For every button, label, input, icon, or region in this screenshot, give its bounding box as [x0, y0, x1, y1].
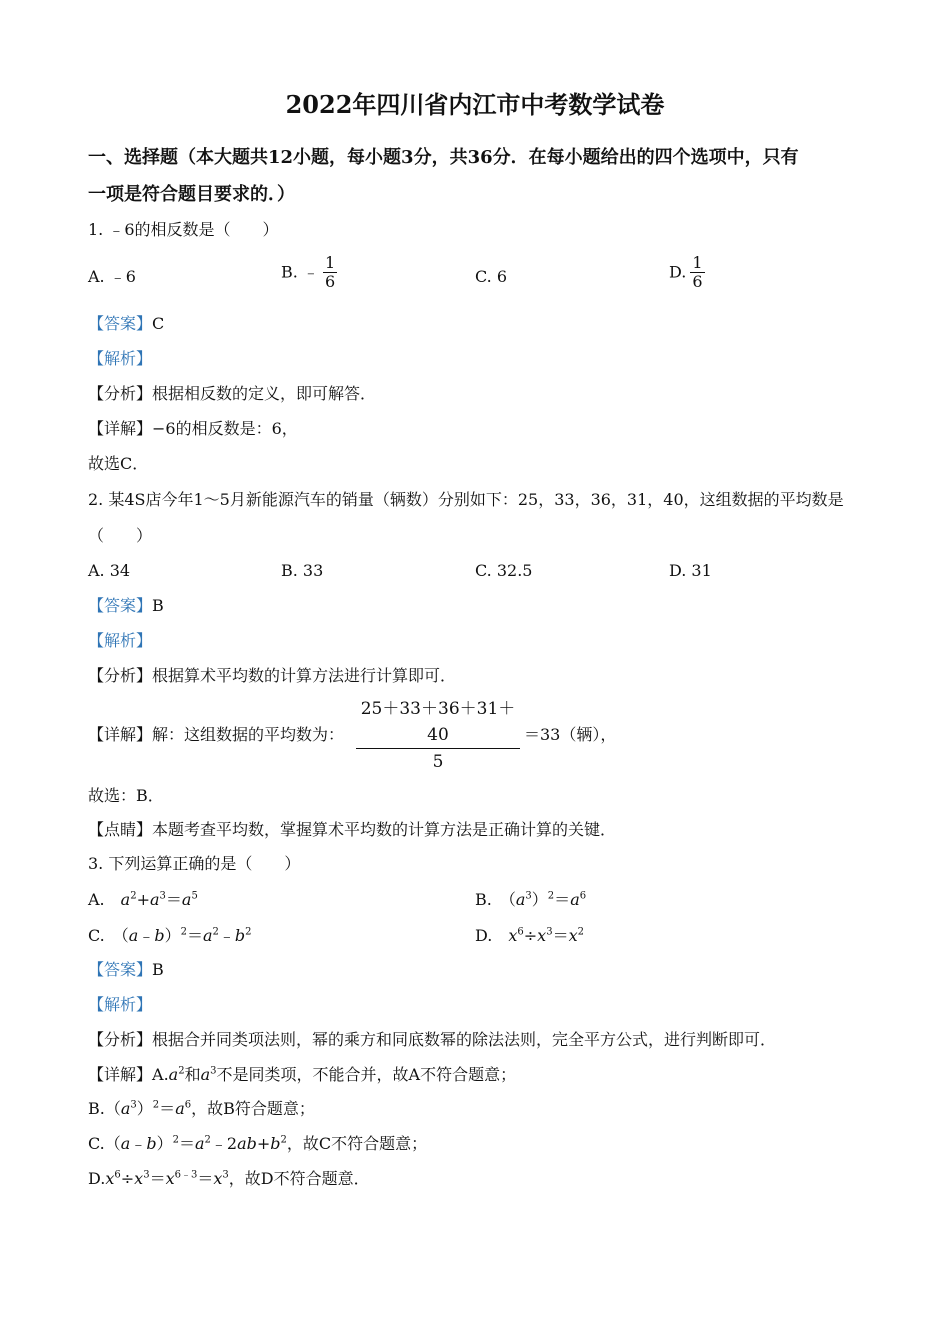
comment-text: 本题考查平均数，掌握算术平均数的计算方法是正确计算的关键．	[152, 820, 617, 839]
answer-label: 【答案】	[88, 596, 153, 615]
detail-label: 【详解】	[88, 419, 153, 438]
q3-detail-d: $D.x^6\div x^3=x^{6﹣3}=x^3$，故D不符合题意．	[88, 1169, 370, 1188]
q2-answer	[88, 595, 164, 617]
q3-option-b: B. $(a^3)^2=a^6$	[475, 890, 587, 909]
q1-option-b	[281, 254, 337, 291]
q2-detail	[88, 724, 344, 746]
q3-detail-b: $B.(a^3)^2=a^6$，故B符合题意；	[88, 1099, 315, 1118]
q3-option-d: D. $x^6\div x^3=x^2$	[475, 926, 584, 945]
q2-analysis-label: 【解析】	[88, 631, 153, 650]
fenxi-label: 【分析】	[88, 1030, 153, 1049]
q2-stem-paren: （ ）	[88, 526, 153, 545]
q3-detail-c: $C.(a﹣b)^2=a^2﹣2ab+b^2$，故C不符合题意；	[88, 1134, 428, 1153]
detail-label: 【详解】	[88, 725, 153, 744]
q1-conclusion: 故选C．	[88, 454, 149, 473]
q2-option-a: A. 34	[88, 561, 131, 580]
fraction-numerator: 1	[692, 253, 703, 272]
fraction-denominator: 6	[324, 272, 336, 291]
q2-fenxi	[88, 665, 456, 687]
q1-option-c: C. 6	[475, 267, 508, 286]
detail-label: 【详解】	[88, 1065, 153, 1084]
q2-stem: 2. 某4S店今年1～5月新能源汽车的销量（辆数）分别如下：25，33，36，31，40，这组数据的平均数是	[88, 490, 844, 509]
answer-label: 【答案】	[88, 960, 153, 979]
q1-fenxi	[88, 383, 376, 405]
q1-stem: 1. ﹣6的相反数是（ ）	[88, 220, 279, 239]
q1-option-b-prefix: B. ﹣	[281, 262, 319, 282]
q2-comment	[88, 819, 616, 841]
q1-option-a: A. ﹣6	[88, 267, 136, 286]
fenxi-text: 根据算术平均数的计算方法进行计算即可．	[152, 666, 457, 685]
q1-option-b-fraction	[323, 254, 337, 291]
q1-detail	[88, 418, 298, 440]
q3-option-a: A. $a^2+a^3=a^5$	[88, 890, 198, 909]
q3-analysis-label: 【解析】	[88, 995, 153, 1014]
answer-value: B	[152, 960, 164, 979]
q1-option-d-prefix: D.	[669, 262, 687, 282]
detail-text: 解：这组数据的平均数为：	[152, 725, 345, 744]
fenxi-text: 根据合并同类项法则，幂的乘方和同底数幂的除法法则，完全平方公式，进行判断即可．	[152, 1030, 777, 1049]
q3-detail-a: 【详解】$A.a^2$和$a^3$不是同类项，不能合并，故A不符合题意；	[88, 1065, 517, 1084]
q2-mean-fraction	[356, 696, 520, 775]
q2-detail-result: ＝33（辆），	[524, 725, 617, 744]
answer-label: 【答案】	[88, 314, 153, 333]
q1-analysis-label: 【解析】	[88, 349, 153, 368]
q3-fenxi	[88, 1029, 776, 1051]
fraction-numerator: 25＋33＋36＋31＋40	[356, 696, 520, 749]
answer-value: C	[152, 314, 165, 333]
q1-answer	[88, 313, 164, 335]
fenxi-label: 【分析】	[88, 666, 153, 685]
page-title: 2022年四川省内江市中考数学试卷	[285, 90, 665, 119]
section-heading-line2: 一项是符合题目要求的．）	[88, 184, 295, 205]
q2-conclusion: 故选：B．	[88, 786, 164, 805]
q2-option-b: B. 33	[281, 561, 324, 580]
q1-option-d	[669, 254, 705, 291]
fenxi-text: 根据相反数的定义，即可解答．	[152, 384, 377, 403]
fraction-denominator: 5	[432, 752, 444, 772]
fenxi-label: 【分析】	[88, 384, 153, 403]
fraction-denominator: 6	[692, 272, 703, 291]
q3-stem: 3. 下列运算正确的是（ ）	[88, 854, 301, 873]
q1-option-d-fraction	[690, 254, 704, 291]
answer-value: B	[152, 596, 164, 615]
section-heading-line1: 一、选择题（本大题共12小题，每小题3分，共36分．在每小题给出的四个选项中，只有	[88, 147, 799, 168]
q2-option-d: D. 31	[669, 561, 712, 580]
q2-option-c: C. 32.5	[475, 561, 533, 580]
q3-option-c: C. $(a﹣b)^2=a^2﹣b^2$	[88, 926, 252, 945]
detail-text: −6的相反数是：6，	[152, 419, 298, 438]
q3-answer	[88, 959, 164, 981]
fraction-numerator: 1	[324, 253, 336, 272]
comment-label: 【点睛】	[88, 820, 153, 839]
